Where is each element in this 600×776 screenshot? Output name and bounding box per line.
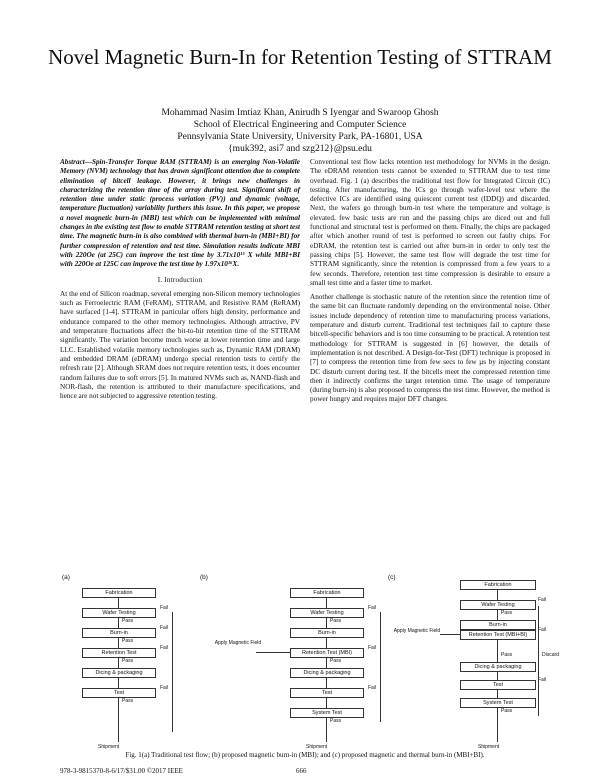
a-pass-label: Pass	[122, 618, 134, 624]
c-box-test: Test	[460, 680, 536, 690]
b-arrow	[326, 717, 327, 742]
b-arrow	[326, 697, 327, 708]
a-box-wafer-testing: Wafer Testing	[82, 608, 156, 618]
c-fail-label: Fail	[538, 627, 547, 633]
right-paragraph-1: Conventional test flow lacks retention test methodology for NVMs in the design. The eDRAM retention tests cannot be extended to STTRAM due to test time overhead. Fig. 1 (a) describes the traditional test flow for Integrated Circuit (IC) testing. After manufacturing, the ICs go through wafer-level test where the defective ICs are identified using quiescent current test (IDDQ) and discarded. Next, the wafers go through burn-in test where the temperature and voltage is elevated, few basic tests are run and the passing chips are diced out and full functional and structural test is performed on them. Finally, the chips are packaged after which another round of test is performed to screen out faulty chips. For eDRAM, the retention test is carried out after burn-in in order to only test the passing chips [5]. However, the same test flow will degrade the test time for STTRAM significantly, since the retention is compressed from a few years to a few seconds. Therefore, retention test time compression is desirable to ensure a small test time and a faster time to market.	[310, 158, 550, 287]
c-box-dicing-packaging: Dicing & packaging	[460, 662, 536, 672]
c-box-retention-mbi-bi: Retention Test (MBI+BI)	[460, 630, 536, 640]
b-arrow	[326, 677, 327, 688]
c-box-burn-in: Burn-in	[460, 620, 536, 630]
b-fail-label: Fail	[368, 605, 377, 611]
c-arrow	[497, 689, 498, 698]
b-arrow	[326, 637, 327, 648]
abstract-text: Spin-Transfer Torque RAM (STTRAM) is an emerging Non-Volatile Memory (NVM) technology that has drawn significant attention due to complete elimination of bitcell leakage. However, it brings new challenges in characterizing the retention time of the array during test. Significant shift of retention time under static (process variation (PV)) and dynamic (voltage, temperature fluctuation) variability furthers this issue. In this paper, we propose a novel magnetic burn-in (MBI) test which can be implemented with minimal changes in the existing test flow to enable STTRAM retention testing at short test time. The magnetic burn-in is also combined with thermal burn-in (MBI+BI) for further compression of retention and test time. Simulation results indicate MBI with 220Oe (at 25C) can improve the test time by 3.71x10¹⁵ X while MBI+BI with 220Oe at 125C can improve the test time by 1.97x10¹⁶X.	[60, 158, 300, 269]
left-column	[60, 158, 300, 406]
figure-1	[60, 572, 559, 750]
c-fail-label: Fail	[538, 597, 547, 603]
b-pass-label: Pass	[330, 718, 342, 724]
b-discard-line	[380, 612, 381, 722]
b-pass-label: Pass	[330, 618, 342, 624]
b-fail-label: Fail	[368, 645, 377, 651]
figure-caption: Fig. 1(a) Traditional test flow; (b) proposed magnetic burn-in (MBI); and (c) proposed magnetic and thermal burn-in (MBI+BI).	[125, 751, 485, 759]
c-arrow	[497, 589, 498, 600]
a-pass-label: Pass	[122, 698, 134, 704]
b-arrow	[326, 597, 327, 608]
a-box-dicing-packaging: Dicing & packaging	[82, 668, 156, 678]
c-pass-label: Pass	[501, 652, 513, 658]
right-column	[310, 158, 550, 410]
b-box-wafer-testing: Wafer Testing	[290, 608, 364, 618]
c-box-wafer-testing: Wafer Testing	[460, 600, 536, 610]
page-number: 666	[296, 767, 307, 775]
author-names: Mohammad Nasim Imtiaz Khan, Anirudh S Iyengar and Swaroop Ghosh	[161, 108, 439, 118]
a-fail-label: Fail	[160, 605, 169, 611]
c-shipment-label: Shipment	[478, 744, 500, 750]
a-box-burn-in: Burn-in	[82, 628, 156, 638]
author-block	[40, 107, 560, 155]
a-fail-label: Fail	[160, 625, 169, 631]
a-pass-label: Pass	[122, 638, 134, 644]
b-box-burn-in: Burn-in	[290, 628, 364, 638]
section-heading-introduction: I. Introduction	[157, 275, 203, 284]
paper-title: Novel Magnetic Burn-In for Retention Testing of STTRAM	[48, 45, 552, 69]
b-fail-label: Fail	[368, 685, 377, 691]
b-box-retention-mbi: Retention Test (MBI)	[290, 648, 364, 658]
b-arrow	[326, 657, 327, 668]
panel-b-label: (b)	[200, 574, 208, 581]
c-fail-label: Fail	[538, 677, 547, 683]
c-arrow	[497, 639, 498, 662]
a-box-fabrication: Fabrication	[82, 588, 156, 598]
b-field-label: Apply Magnetic Field	[214, 640, 262, 646]
b-box-fabrication: Fabrication	[290, 588, 364, 598]
footer-isbn: 978-3-9815370-8-6/17/$31.00 ©2017 IEEE	[60, 767, 183, 775]
c-arrow	[497, 609, 498, 620]
c-arrow	[497, 707, 498, 742]
c-discard-label: Discard	[542, 652, 559, 658]
abstract	[60, 158, 300, 270]
b-box-system-test: System Test	[290, 708, 364, 718]
c-pass-label: Pass	[501, 610, 513, 616]
b-shipment-label: Shipment	[306, 744, 328, 750]
b-arrow	[326, 617, 327, 628]
a-fail-label: Fail	[160, 645, 169, 651]
abstract-lead: Abstract—	[60, 158, 92, 166]
a-shipment-label: Shipment	[98, 744, 120, 750]
a-arrow	[118, 697, 119, 742]
c-arrow	[497, 671, 498, 680]
a-box-test: Test	[82, 688, 156, 698]
panel-c-label: (c)	[388, 574, 396, 581]
c-discard-line	[538, 606, 539, 716]
a-discard-line	[172, 612, 173, 732]
a-fail-label: Fail	[160, 685, 169, 691]
b-box-test: Test	[290, 688, 364, 698]
intro-paragraph: At the end of Silicon roadmap, several emerging non-Silicon memory technologies such as Ferroelectric RAM (FeRAM), STTRAM, and Resistive RAM (ReRAM) have surfaced [1-4]. STTRAM in particular offers high density, performance and endurance compared to the other memory technologies. Although attractive, PV and temperature fluctuations affect the bit-to-bit retention time of the STTRAM significantly. The variation become much worse at lower retention time and large LLC. Established volatile memory technologies such as, Dynamic RAM (DRAM) and embedded DRAM (eDRAM) undergo special retention tests to certify the refresh rate [2]. Although SRAM does not require retention tests, it does encounter random failures due to soft errors [5]. In matured NVMs such as, NAND-flash and NOR-flash, the retention is attributed to their manufacture specifications, and hence are not subjected to aggressive retention testing.	[60, 289, 300, 401]
author-emails: {muk392, asi7 and szg212}@psu.edu	[228, 144, 372, 154]
panel-a-label: (a)	[62, 574, 70, 581]
b-field-arrow	[256, 652, 290, 653]
c-pass-label: Pass	[501, 708, 513, 714]
right-paragraph-2: Another challenge is stochastic nature of the retention since the retention time of the same bit can fluctuate randomly depending on the environmental noise. Other issues include dependency of retention time to manufacturing process variations, temperature and disturb current. Traditional test techniques fail to capture these bitcell-specific behaviors and is too time consuming to be practical. A retention test methodology for STTRAM is suggested in [6] however, the details of implementation is not described. A Design-for-Test (DFT) technique is proposed in [7] to compress the retention time from few secs to few µs by injecting constant DC disturb current during test. If the bitcells meet the compressed retention time then it indirectly confirms the target retention time. The usage of temperature (during burn-in) is also proposed to compress the test time. However, the method is power hungry and requires major DFT changes.	[310, 293, 550, 404]
author-affiliation: School of Electrical Engineering and Computer Science	[193, 120, 407, 130]
a-arrow	[118, 677, 119, 688]
a-arrow	[118, 637, 119, 648]
c-box-system-test: System Test	[460, 698, 536, 708]
b-box-dicing-packaging: Dicing & packaging	[290, 668, 364, 678]
c-field-arrow	[440, 634, 460, 635]
a-pass-label: Pass	[122, 658, 134, 664]
a-box-retention-test: Retention Test	[82, 648, 156, 658]
a-arrow	[118, 597, 119, 608]
b-pass-label: Pass	[330, 658, 342, 664]
c-box-fabrication: Fabrication	[460, 580, 536, 590]
a-arrow	[118, 617, 119, 628]
a-arrow	[118, 657, 119, 668]
c-field-label: Apply Magnetic Field	[393, 628, 441, 634]
author-university: Pennsylvania State University, University Park, PA-16801, USA	[177, 132, 423, 142]
